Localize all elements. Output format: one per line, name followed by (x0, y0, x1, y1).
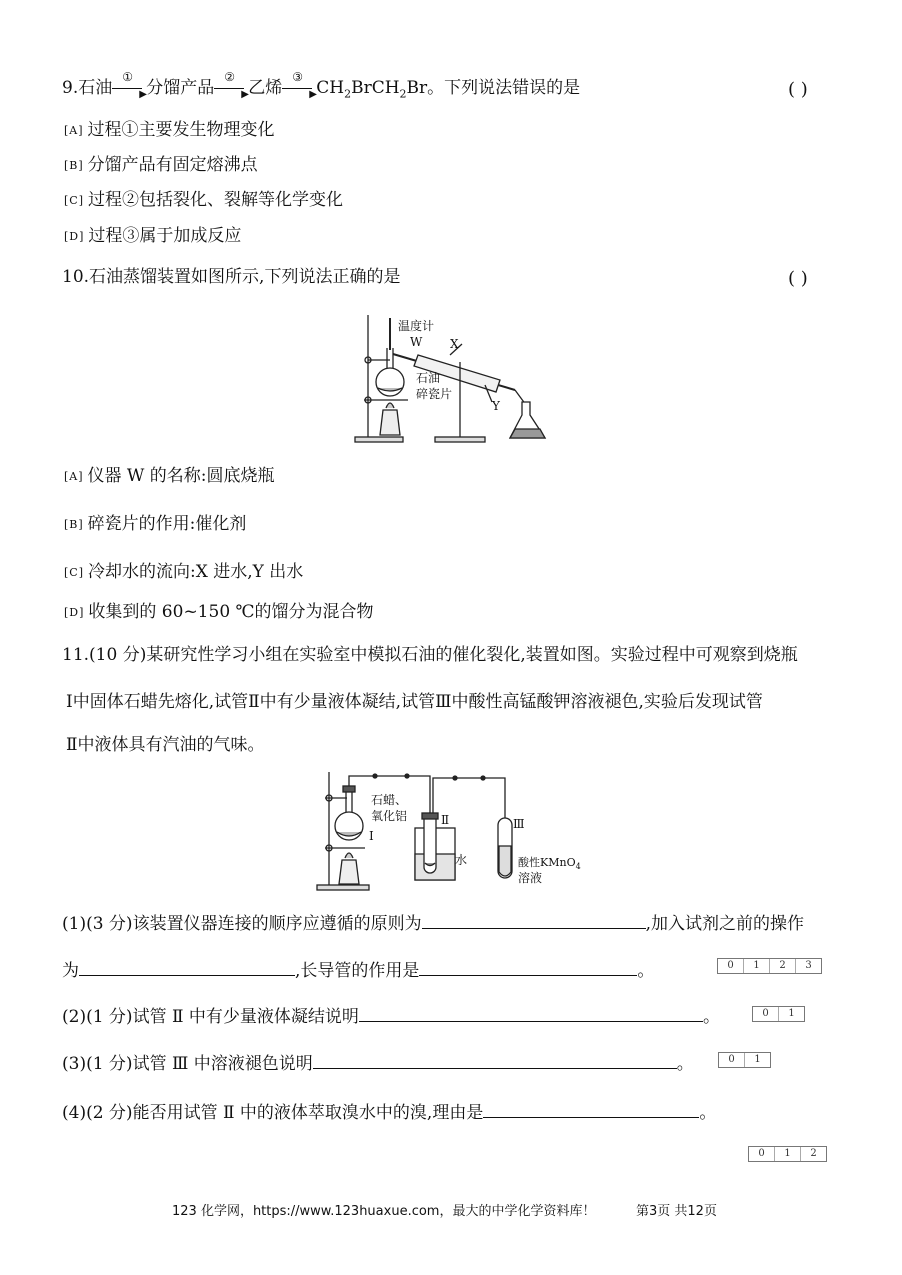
q11-part4: (4)(2 分)能否用试管 Ⅱ 中的液体萃取溴水中的溴,理由是 。 (62, 1099, 716, 1125)
kmno4-label: 酸性KMnO$_4$ (518, 856, 581, 871)
q11-part1-score-box[interactable]: 0 1 2 3 (717, 958, 822, 974)
q9-stem: 9.石油 ① ▶ 分馏产品 ② ▶ 乙烯 ③ ▶ $CH_2BrCH_2Br$。下列说法错误的是 (62, 69, 581, 101)
arrow-1-icon: ① ▶ (112, 79, 146, 99)
water-label: 水 (455, 853, 468, 867)
q11-part3-blank[interactable] (313, 1050, 677, 1069)
q11-part1-line1: (1)(3 分)该装置仪器连接的顺序应遵循的原则为 ,加入试剂之前的操作 (62, 910, 804, 936)
q11-part1-blank3[interactable] (419, 957, 637, 976)
distillation-apparatus-figure (350, 310, 550, 445)
q10-stem: 10.石油蒸馏装置如图所示,下列说法正确的是 (62, 267, 401, 287)
q11-part4-blank[interactable] (483, 1099, 699, 1118)
q9-option-c[interactable]: [C] 过程②包括裂化、裂解等化学变化 (64, 190, 343, 210)
footer-site-text: 123 化学网，https://www.123huaxue.com，最大的中学化学资料库！ (172, 1204, 596, 1219)
footer-page-number: 第3页 共12页 (636, 1204, 717, 1219)
x-label: X (450, 337, 459, 351)
q11-stem-line2: Ⅰ中固体石蜡先熔化,试管Ⅱ中有少量液体凝结,试管Ⅲ中酸性高锰酸钾溶液褪色,实验后发现试管 (66, 692, 763, 712)
q11-part4-score-box[interactable]: 0 1 2 (748, 1146, 827, 1162)
q10-option-c[interactable]: [C] 冷却水的流向:X 进水,Y 出水 (64, 562, 304, 582)
solution-label: 溶液 (518, 871, 543, 885)
flask-i-label: Ⅰ (369, 829, 374, 843)
q11-part2-score-box[interactable]: 0 1 (752, 1006, 805, 1022)
arrow-3-icon: ③ ▶ (282, 79, 316, 99)
q11-part3: (3)(1 分)试管 Ⅲ 中溶液褪色说明 。 (62, 1050, 694, 1076)
q9-option-b[interactable]: [B] 分馏产品有固定熔沸点 (64, 155, 258, 175)
arrow-2-icon: ② ▶ (214, 79, 248, 99)
alumina-label: 氧化铝 (371, 809, 408, 823)
q11-part1-blank2[interactable] (79, 957, 295, 976)
q9-option-a[interactable]: [A] 过程①主要发生物理变化 (64, 120, 275, 140)
q11-part2-blank[interactable] (359, 1003, 703, 1022)
tube-iii-label: Ⅲ (513, 817, 525, 831)
w-label: W (410, 335, 423, 349)
q9-option-d[interactable]: [D] 过程③属于加成反应 (64, 226, 242, 246)
thermometer-label: 温度计 (398, 319, 435, 333)
wax-label: 石蜡、 (371, 793, 408, 807)
oil-label: 石油 (416, 371, 441, 385)
y-label: Y (492, 399, 500, 413)
q11-stem-line1: 11.(10 分)某研究性学习小组在实验室中模拟石油的催化裂化,装置如图。实验过程中可观察到烧瓶 (62, 645, 798, 665)
chips-label: 碎瓷片 (416, 387, 453, 401)
q11-part1-blank1[interactable] (422, 910, 646, 929)
cracking-apparatus-figure (315, 768, 581, 893)
q11-part2: (2)(1 分)试管 Ⅱ 中有少量液体凝结说明 。 (62, 1003, 720, 1029)
tube-ii-label: Ⅱ (441, 813, 450, 827)
q10-option-d[interactable]: [D] 收集到的 60~150 ℃的馏分为混合物 (64, 602, 374, 622)
q11-stem-line3: Ⅱ中液体具有汽油的气味。 (66, 735, 265, 755)
q11-part3-score-box[interactable]: 0 1 (718, 1052, 771, 1068)
q10-option-b[interactable]: [B] 碎瓷片的作用:催化剂 (64, 514, 247, 534)
q11-part1-line2: 为 ,长导管的作用是 。 (62, 957, 654, 983)
q10-answer-paren: ( ) (788, 268, 808, 289)
q9-answer-paren: ( ) (788, 79, 808, 100)
q10-option-a[interactable]: [A] 仪器 W 的名称:圆底烧瓶 (64, 466, 275, 486)
